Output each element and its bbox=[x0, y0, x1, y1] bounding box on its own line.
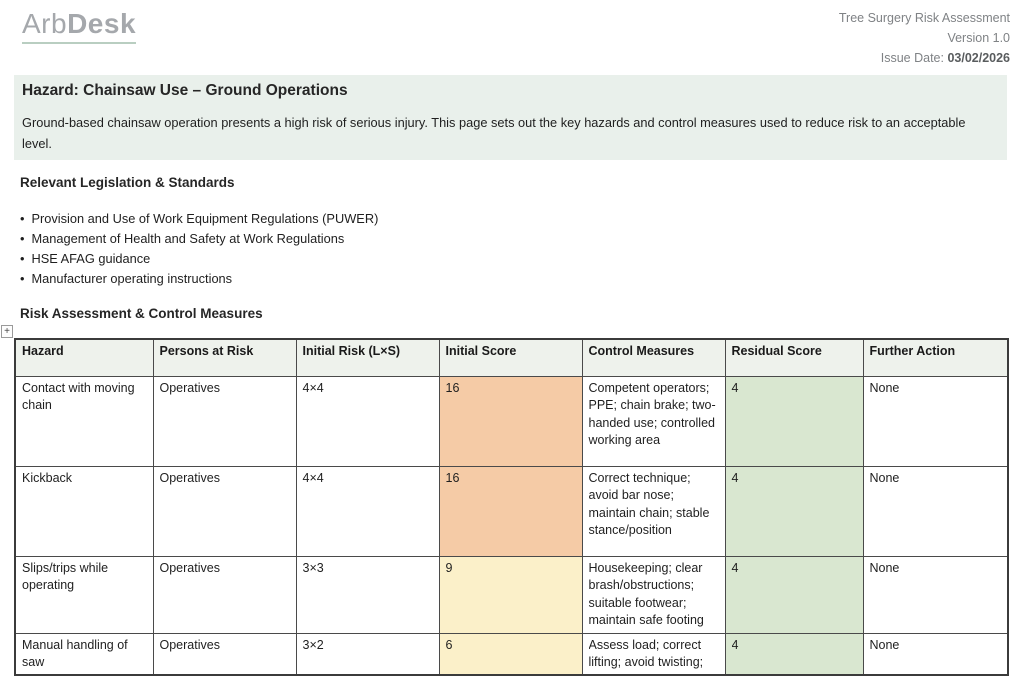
cell-control-measures: Competent operators; PPE; chain brake; two-handed use; controlled working area bbox=[582, 376, 725, 466]
column-header-initial-risk: Initial Risk (L×S) bbox=[296, 339, 439, 376]
document-issue-date: Issue Date: 03/02/2026 bbox=[880, 51, 1010, 65]
list-item: • Provision and Use of Work Equipment Regulations (PUWER) bbox=[20, 211, 379, 226]
brand-logo-bold: Desk bbox=[67, 8, 137, 39]
table-row bbox=[15, 633, 1008, 675]
cell-hazard: Contact with moving chain bbox=[15, 376, 153, 466]
cell-further-action: None bbox=[863, 376, 1008, 466]
legislation-heading: Relevant Legislation & Standards bbox=[20, 175, 235, 190]
risk-assessment-table bbox=[14, 338, 1009, 676]
hazard-banner bbox=[14, 75, 1007, 160]
cell-residual-score: 4 bbox=[725, 633, 863, 675]
cell-initial-risk: 4×4 bbox=[296, 466, 439, 556]
cell-control-measures: Assess load; correct lifting; avoid twisting; bbox=[582, 633, 725, 675]
column-header-persons: Persons at Risk bbox=[153, 339, 296, 376]
brand-logo bbox=[22, 8, 136, 44]
brand-logo-light: Arb bbox=[22, 8, 68, 39]
table-row bbox=[15, 556, 1008, 633]
cell-persons: Operatives bbox=[153, 466, 296, 556]
cell-control-measures: Correct technique; avoid bar nose; maintain chain; stable stance/position bbox=[582, 466, 725, 556]
list-item: • HSE AFAG guidance bbox=[20, 251, 151, 266]
cell-persons: Operatives bbox=[153, 376, 296, 466]
cell-residual-score: 4 bbox=[725, 466, 863, 556]
hazard-title: Hazard: Chainsaw Use – Ground Operations bbox=[22, 82, 348, 99]
bullet-icon: • bbox=[20, 211, 25, 226]
cell-further-action: None bbox=[863, 466, 1008, 556]
bullet-icon: • bbox=[20, 251, 25, 266]
table-move-handle-icon[interactable]: + bbox=[1, 325, 13, 338]
cell-initial-risk: 3×2 bbox=[296, 633, 439, 675]
cell-persons: Operatives bbox=[153, 633, 296, 675]
document-meta bbox=[839, 8, 1010, 68]
cell-initial-score: 9 bbox=[439, 556, 582, 633]
cell-further-action: None bbox=[863, 633, 1008, 675]
document-version: Version 1.0 bbox=[947, 31, 1010, 45]
table-row bbox=[15, 466, 1008, 556]
cell-initial-score: 6 bbox=[439, 633, 582, 675]
cell-residual-score: 4 bbox=[725, 556, 863, 633]
column-header-hazard: Hazard bbox=[15, 339, 153, 376]
bullet-icon: • bbox=[20, 231, 25, 246]
risk-table-heading: Risk Assessment & Control Measures bbox=[20, 306, 263, 321]
cell-hazard: Manual handling of saw bbox=[15, 633, 153, 675]
cell-initial-risk: 3×3 bbox=[296, 556, 439, 633]
cell-residual-score: 4 bbox=[725, 376, 863, 466]
column-header-control-measures: Control Measures bbox=[582, 339, 725, 376]
table-header-row bbox=[15, 339, 1008, 376]
cell-control-measures: Housekeeping; clear brash/obstructions; suitable footwear; maintain safe footing bbox=[582, 556, 725, 633]
list-item: • Management of Health and Safety at Work Regulations bbox=[20, 231, 345, 246]
cell-initial-score: 16 bbox=[439, 466, 582, 556]
cell-hazard: Kickback bbox=[15, 466, 153, 556]
list-item: • Manufacturer operating instructions bbox=[20, 271, 233, 286]
table-row bbox=[15, 376, 1008, 466]
hazard-description: Ground-based chainsaw operation presents a high risk of serious injury. This page sets out the key hazards and control measures used to reduce risk to an acceptable level. bbox=[22, 115, 966, 151]
cell-hazard: Slips/trips while operating bbox=[15, 556, 153, 633]
column-header-residual-score: Residual Score bbox=[725, 339, 863, 376]
column-header-initial-score: Initial Score bbox=[439, 339, 582, 376]
cell-persons: Operatives bbox=[153, 556, 296, 633]
cell-initial-score: 16 bbox=[439, 376, 582, 466]
cell-initial-risk: 4×4 bbox=[296, 376, 439, 466]
column-header-further-action: Further Action bbox=[863, 339, 1008, 376]
legislation-list bbox=[20, 209, 378, 289]
bullet-icon: • bbox=[20, 271, 25, 286]
document-title: Tree Surgery Risk Assessment bbox=[838, 11, 1010, 25]
cell-further-action: None bbox=[863, 556, 1008, 633]
